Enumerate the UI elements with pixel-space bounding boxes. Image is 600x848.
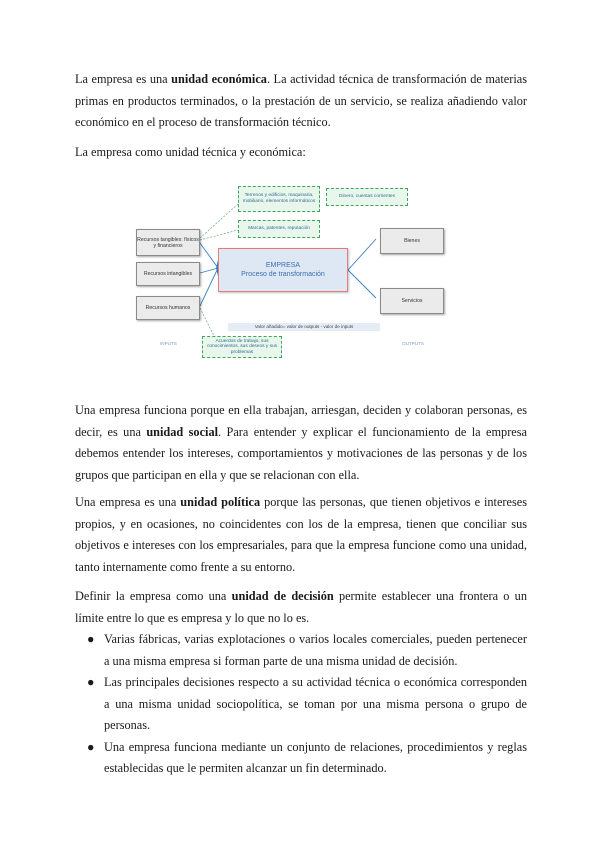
note-money: Dinero, cuentas corrientes xyxy=(326,188,408,206)
connector xyxy=(200,230,238,240)
note-brands: Marcas, patentes, reputación xyxy=(238,220,320,238)
paragraph-unidad-politica xyxy=(75,492,527,578)
output-services: Servicios xyxy=(380,288,444,314)
outputs-label: OUTPUTS xyxy=(402,341,424,346)
empresa-center-box xyxy=(218,248,348,292)
bold-term: unidad económica xyxy=(171,72,267,86)
connector xyxy=(200,268,218,306)
bullet-icon: ● xyxy=(87,739,95,754)
value-added-formula: Valor añadido= valor de outputs - valor de inputs xyxy=(228,323,380,331)
note-human: Acuerdos de trabajo, sus conocimientos, sus deseos y sus problemas xyxy=(202,336,282,358)
bullet-icon: ● xyxy=(87,632,95,646)
center-title: EMPRESA xyxy=(265,262,301,269)
paragraph-unidad-social xyxy=(75,400,527,486)
paragraph-unidad-decision xyxy=(75,586,527,629)
list-item xyxy=(75,672,527,737)
note-fixed-assets: Terrenos y edificios, maquinaria, mobiliario, elementos informáticos xyxy=(238,186,320,212)
connector xyxy=(348,270,376,298)
list-item-text: Las principales decisiones respecto a su actividad técnica o económica corresponden a una misma unidad sociopolítica, se toman por una misma persona o grupo de personas. xyxy=(104,675,527,732)
list-item-text: Varias fábricas, varias explotaciones o varios locales comerciales, pueden pertenecer a una misma empresa si forman parte de una misma unidad de decisión. xyxy=(104,632,527,668)
input-tangible-resources: Recursos tangibles: físicos y financieros xyxy=(136,229,200,256)
bold-term: unidad política xyxy=(180,495,261,509)
inputs-label: INPUTS xyxy=(160,341,177,346)
connector xyxy=(200,204,238,238)
bullet-icon: ● xyxy=(87,675,95,689)
input-human-resources: Recursos humanos xyxy=(136,296,200,320)
text: . La actividad técnica de transformación de materias primas en productos terminados, o la prestación de un servicio, se realiza añadiendo valor económico en el proceso de transformación técnico. xyxy=(75,72,528,129)
text: porque las personas, que tienen objetivos e intereses propios, y en ocasiones, no coincidentes con los de la empresa, tienen que conciliar sus objetivos e intereses con los empresariales, para que la empresa funcione como una unidad, tanto internamente como frente a su entorno. xyxy=(75,495,528,574)
list-item xyxy=(75,737,527,780)
connector xyxy=(200,243,218,268)
text: Una empresa funciona porque en ella trabajan, arriesgan, deciden y colaboran personas, es decir, es una xyxy=(75,403,527,439)
list-item xyxy=(75,629,527,672)
text: Definir la empresa como una xyxy=(75,589,232,603)
bold-term: unidad de decisión xyxy=(231,589,334,603)
diagram-intro: La empresa como unidad técnica y económica: xyxy=(75,145,306,159)
bold-term: unidad social xyxy=(146,424,219,439)
connector xyxy=(200,268,218,273)
connector xyxy=(348,239,376,270)
text: Una empresa es una xyxy=(75,495,181,509)
text: La empresa es una xyxy=(75,72,172,86)
input-intangible-resources: Recursos intangibles xyxy=(136,262,200,286)
text: . Para entender y explicar el funcionamiento de la empresa debemos entender los intereses, comportamientos y motivaciones de las personas y de los grupos que participan en ella y que se relacionan con ella. xyxy=(75,424,527,482)
text: permite establecer una frontera o un límite entre lo que es empresa y lo que no lo es. xyxy=(75,589,527,625)
connector xyxy=(200,308,215,338)
bullet-list xyxy=(75,629,527,780)
list-item-text: Una empresa funciona mediante un conjunto de relaciones, procedimientos y reglas establecidas que le permiten alcanzar un fin determinado. xyxy=(104,739,527,775)
empresa-diagram xyxy=(130,178,450,358)
center-subtitle: Proceso de transformación xyxy=(241,271,325,278)
output-goods: Bienes xyxy=(380,228,444,254)
paragraph-unidad-economica xyxy=(75,69,527,134)
